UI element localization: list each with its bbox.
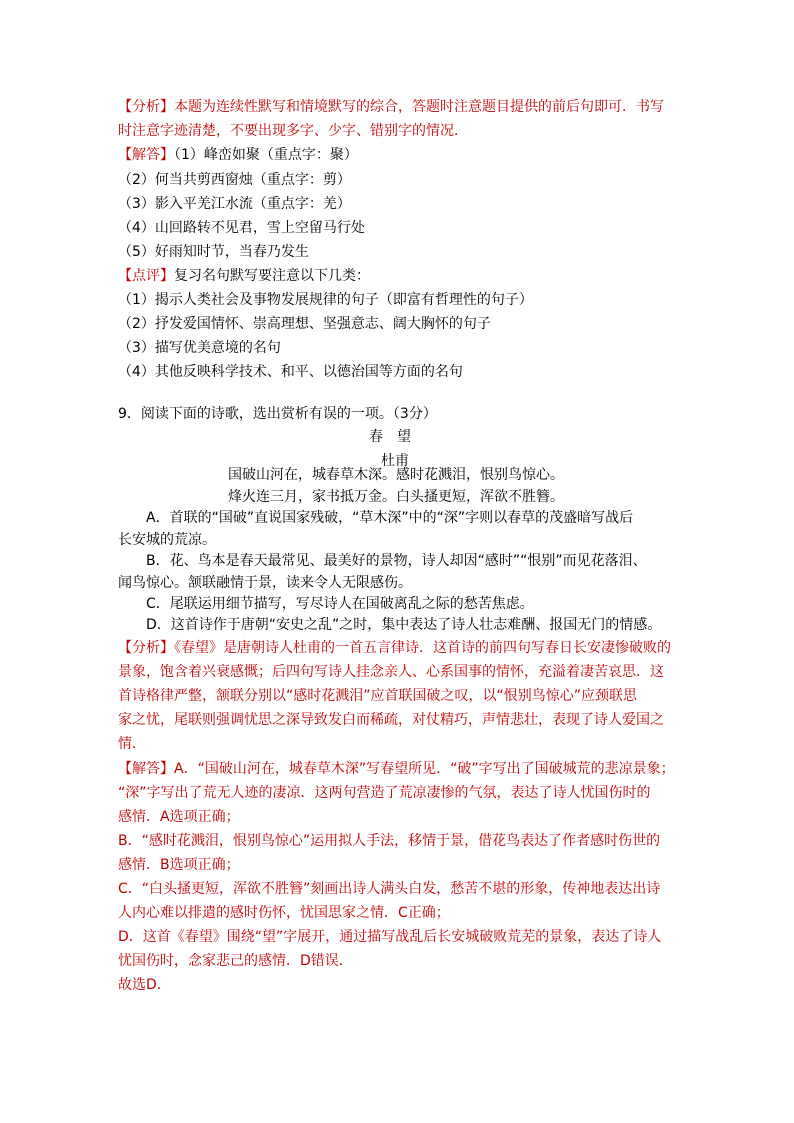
analysis9-line: 家之忧，尾联则强调忧思之深导致发白而稀疏，对仗精巧，声情悲壮，表现了诗人爱国之 [118, 712, 664, 728]
answer-item: （4）山回路转不见君，雪上空留马行处 [118, 220, 365, 236]
comment-tag: 【点评】 [118, 268, 174, 284]
answer9-line: C．“白头搔更短，浑欲不胜簪”刻画出诗人满头白发，愁苦不堪的形象，传神地表达出诗 [118, 881, 661, 897]
answer9-conclusion: 故选D． [118, 977, 171, 993]
answer9-line: 感情．A选项正确； [118, 809, 240, 825]
analysis-line-1 [118, 97, 664, 117]
answer9-line: 感情．B选项正确； [118, 857, 240, 873]
option-b-cont: 闻鸟惊心。颔联融情于景，读来令人无限感伤。 [118, 575, 412, 591]
option-a-cont: 长安城的荒凉。 [118, 532, 216, 548]
option-a: A．首联的“国破”直说国家残破，“草木深”中的“深”字则以春草的茂盛暗写战后 [146, 510, 634, 526]
answer9-line: 忧国伤时，念家悲己的感情．D错误． [118, 953, 353, 969]
analysis9-tag: 【分析】 [118, 640, 174, 656]
answer-line-1 [118, 145, 358, 165]
answer-tag: 【解答】 [118, 147, 174, 163]
comment-item: （3）描写优美意境的名句 [118, 340, 281, 356]
answer9-line: “深”字写出了荒无人迹的凄凉．这两句营造了荒凉凄惨的气氛，表达了诗人忧国伤时的 [118, 785, 651, 801]
answer-item: （3）影入平羌江水流（重点字：羌） [118, 196, 351, 212]
poem-author: 杜甫 [381, 453, 409, 469]
question-stem: 9．阅读下面的诗歌，选出赏析有误的一项。（3分） [118, 406, 437, 422]
answer9-line: 人内心难以排遣的感时伤怀，忧国思家之情．C正确； [118, 905, 450, 921]
analysis9-line [118, 638, 671, 658]
comment-intro: 复习名句默写要注意以下几类： [174, 268, 370, 284]
analysis9-line: 首诗格律严整，颔联分别以“感时花溅泪”应首联国破之叹，以“恨别鸟惊心”应颈联思 [118, 688, 638, 704]
answer9-text: A．“国破山河在，城春草木深”写春望所见．“破”字写出了国破城荒的悲凉景象； [174, 761, 675, 777]
comment-item: （2）抒发爱国情怀、崇高理想、坚强意志、阔大胸怀的句子 [118, 316, 491, 332]
option-b: B．花、鸟本是春天最常见、最美好的景物，诗人却因“感时”“恨别”而见花落泪、 [146, 553, 647, 569]
analysis-tag: 【分析】 [118, 99, 174, 115]
poem-line: 烽火连三月，家书抵万金。白头搔更短，浑欲不胜簪。 [228, 489, 564, 505]
answer9-line [118, 759, 675, 779]
analysis-line-2: 时注意字迹清楚，不要出现多字、少字、错别字的情况． [118, 123, 468, 139]
analysis9-line: 景象，饱含着兴衰感慨；后四句写诗人挂念亲人、心系国事的情怀，充溢着凄苦哀思．这 [118, 664, 664, 680]
option-d: D．这首诗作于唐朝“安史之乱”之时，集中表达了诗人壮志难酬、报国无门的情感。 [146, 617, 662, 633]
comment-item: （1）揭示人类社会及事物发展规律的句子（即富有哲理性的句子） [118, 292, 533, 308]
option-c: C．尾联运用细节描写，写尽诗人在国破离乱之际的愁苦焦虑。 [146, 596, 534, 612]
answer9-tag: 【解答】 [118, 761, 174, 777]
analysis9-line: 情． [118, 736, 146, 752]
analysis-text: 本题为连续性默写和情境默写的综合，答题时注意题目提供的前后句即可．书写 [174, 99, 664, 115]
poem-title: 春 望 [369, 429, 411, 445]
answer9-line: D．这首《春望》围绕“望”字展开，通过描写战乱后长安城破败荒芜的景象，表达了诗人 [118, 929, 662, 945]
answer-item: （5）好雨知时节，当春乃发生 [118, 244, 309, 260]
answer-item: （2）何当共剪西窗烛（重点字：剪） [118, 172, 351, 188]
comment-line [118, 266, 370, 286]
answer-item: （1）峰峦如聚（重点字：聚） [174, 147, 358, 163]
analysis9-text: 《春望》是唐朝诗人杜甫的一首五言律诗．这首诗的前四句写春日长安凄惨破败的 [174, 640, 671, 656]
answer9-line: B．“感时花溅泪，恨别鸟惊心”运用拟人手法，移情于景，借花鸟表达了作者感时伤世的 [118, 833, 661, 849]
poem-line: 国破山河在，城春草木深。感时花溅泪，恨别鸟惊心。 [228, 467, 564, 483]
comment-item: （4）其他反映科学技术、和平、以德治国等方面的名句 [118, 364, 463, 380]
